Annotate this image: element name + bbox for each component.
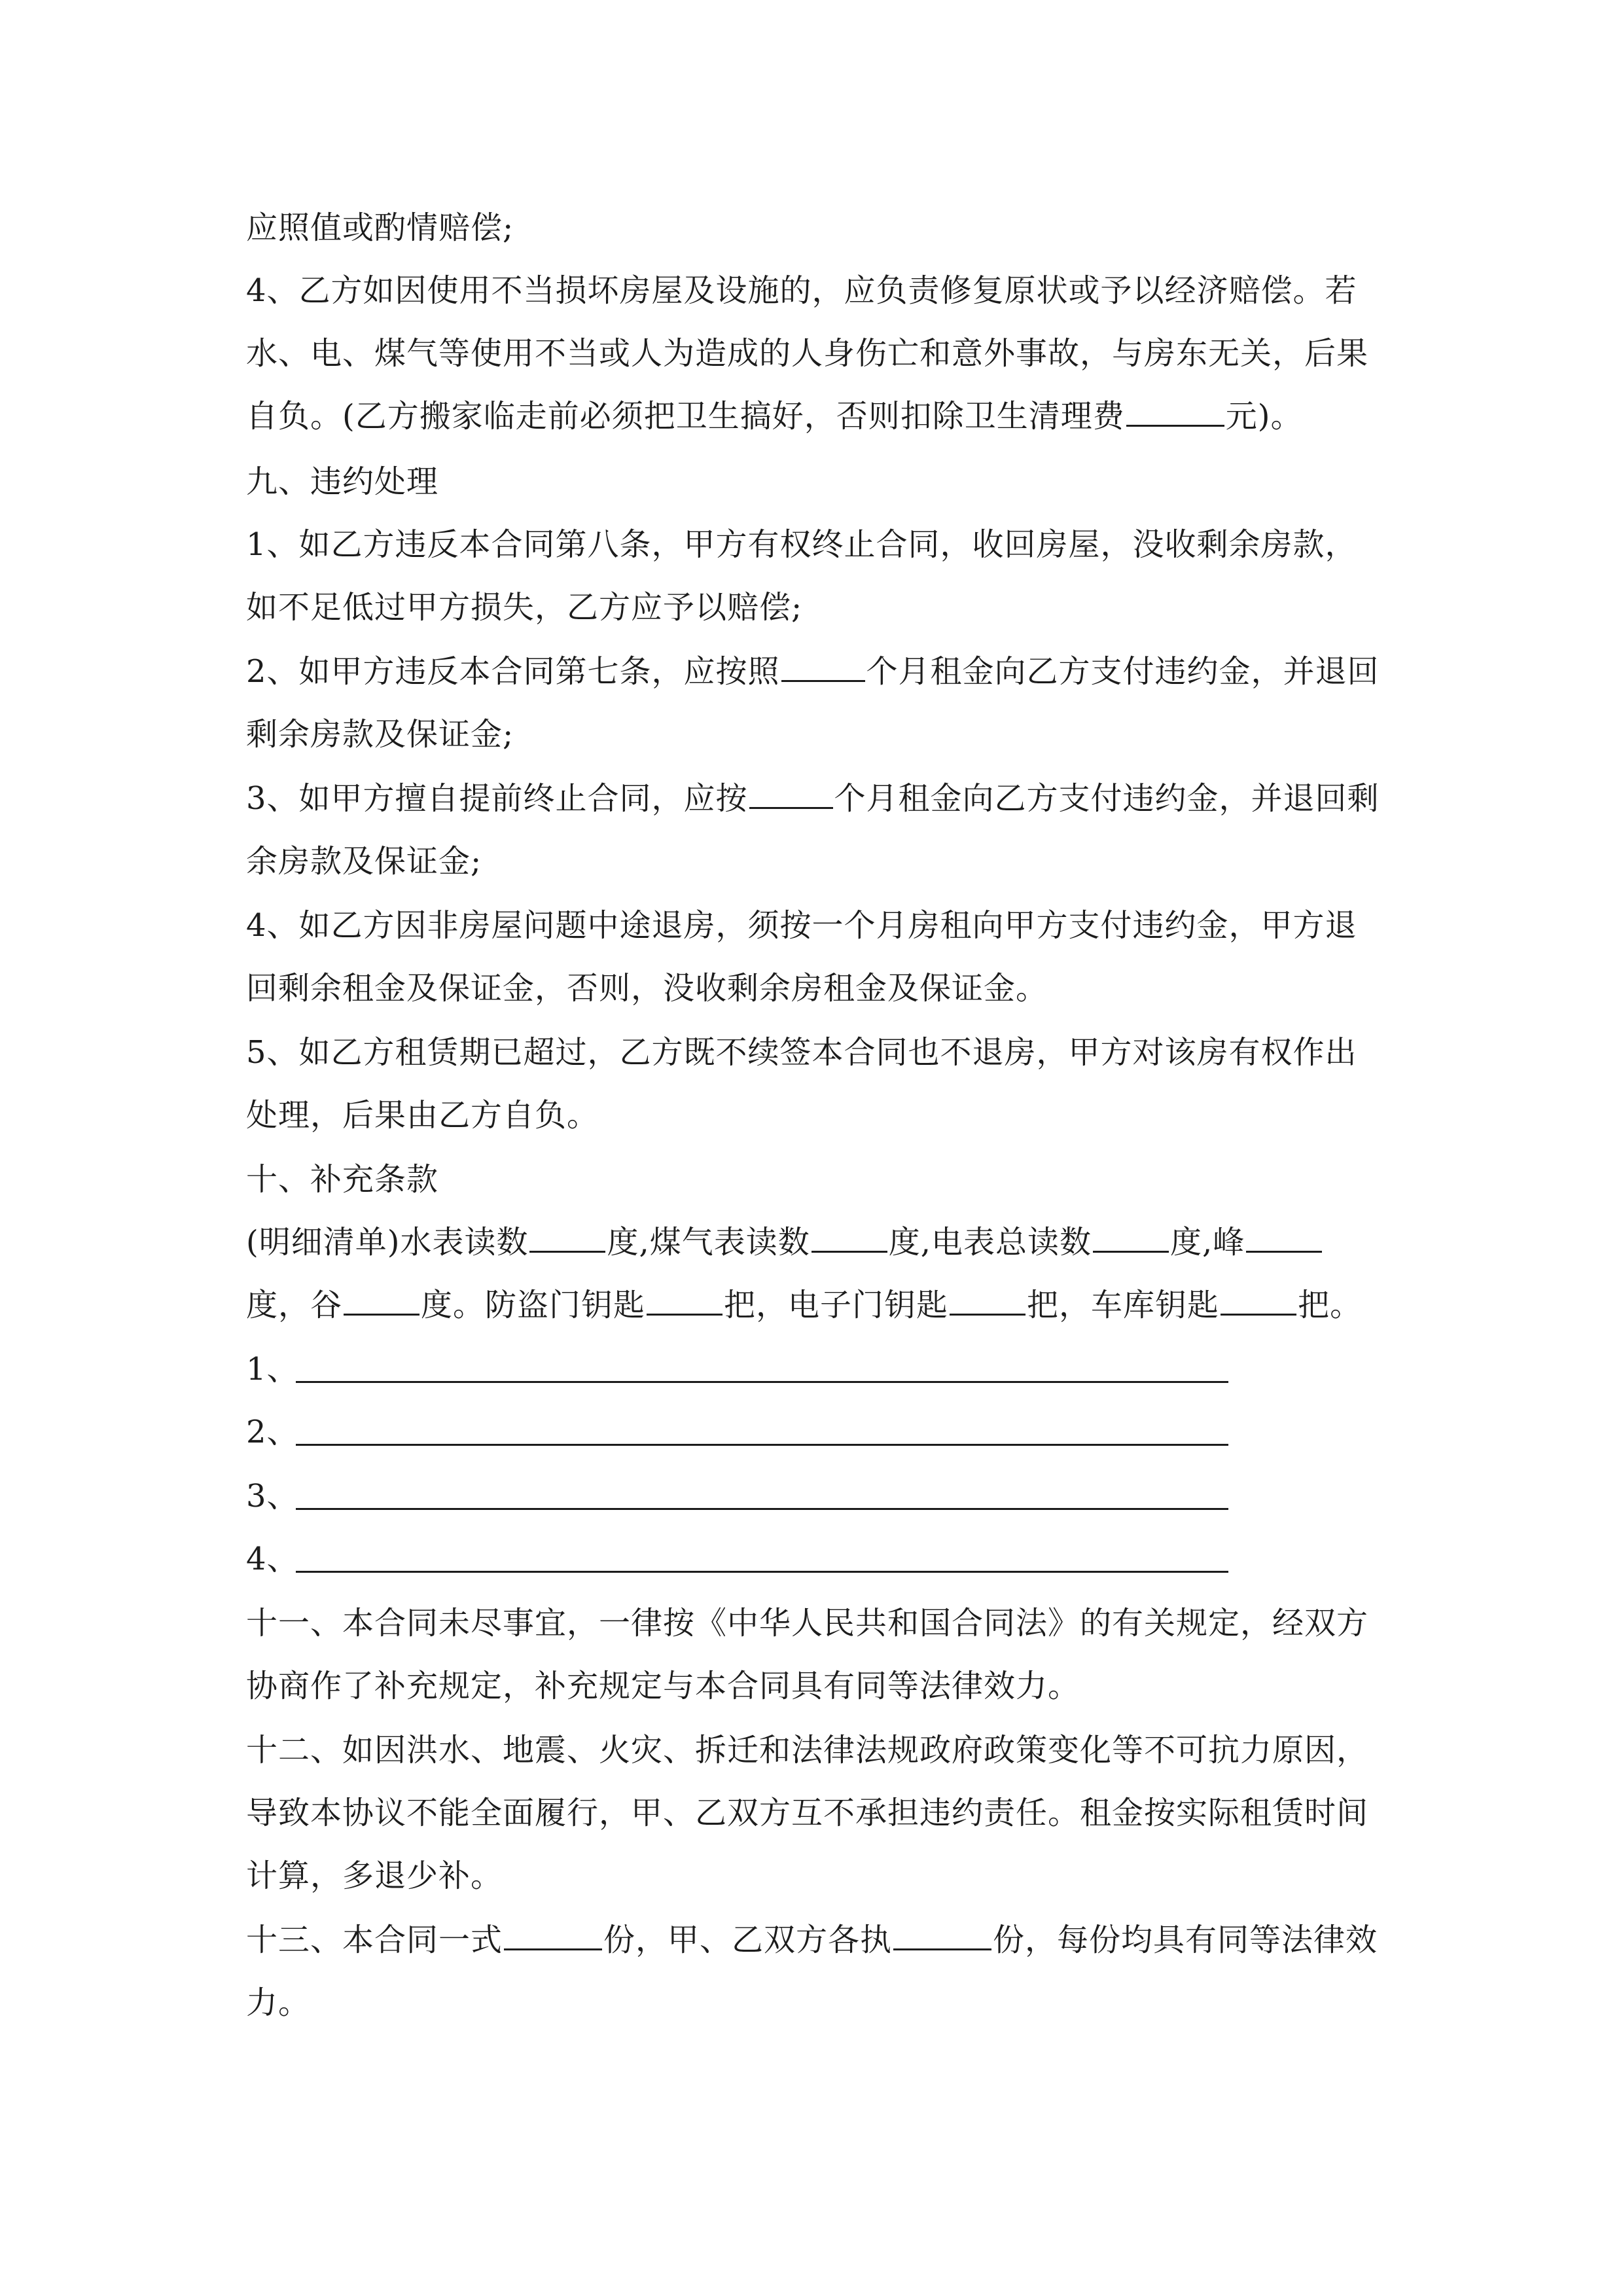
line-text: 力。	[246, 1984, 311, 2021]
fill-line[interactable]	[296, 1571, 1228, 1573]
line-text: 把，车库钥匙	[1027, 1287, 1220, 1323]
line-text: 3、	[246, 1478, 299, 1515]
text-line	[246, 1282, 1362, 1329]
text-line	[246, 584, 802, 631]
line-text: 个月租金向乙方支付违约金，并退回剩	[834, 780, 1380, 817]
fill-blank[interactable]	[749, 777, 833, 809]
fill-line[interactable]	[296, 1508, 1228, 1510]
text-line	[246, 1979, 310, 2026]
line-text: 如不足低过甲方损失，乙方应予以赔偿;	[246, 589, 803, 626]
text-line	[246, 902, 1357, 949]
fill-blank[interactable]	[950, 1283, 1026, 1316]
fill-line[interactable]	[296, 1444, 1228, 1446]
fill-line[interactable]	[296, 1381, 1228, 1383]
text-line	[246, 1916, 1378, 1964]
line-text: 处理，后果由乙方自负。	[246, 1097, 599, 1134]
fill-blank[interactable]	[812, 1221, 887, 1253]
text-line	[246, 838, 482, 885]
line-text: 3、如甲方擅自提前终止合同，应按	[246, 780, 748, 817]
section-heading	[246, 458, 438, 505]
text-line	[246, 393, 1302, 440]
numbered-blank-line	[246, 1408, 299, 1456]
fill-blank[interactable]	[1093, 1221, 1169, 1253]
fill-blank[interactable]	[1221, 1283, 1296, 1316]
line-text: 元)。	[1225, 398, 1303, 435]
text-line	[246, 204, 514, 251]
text-line	[246, 1029, 1357, 1076]
line-text: 份，每份均具有同等法律效	[993, 1922, 1378, 1958]
line-text: (明细清单)水表读数	[246, 1224, 529, 1261]
fill-blank[interactable]	[781, 650, 865, 682]
line-text: 度,电表总读数	[888, 1224, 1092, 1261]
fill-blank[interactable]	[504, 1918, 602, 1950]
text-line	[246, 711, 514, 758]
section-heading	[246, 1156, 438, 1203]
line-text: 1、如乙方违反本合同第八条，甲方有权终止合同，收回房屋，没收剩余房款，	[246, 526, 1357, 563]
numbered-blank-line	[246, 1473, 299, 1520]
numbered-blank-line	[246, 1346, 299, 1393]
text-line	[246, 648, 1380, 695]
text-line	[246, 965, 1048, 1012]
text-line	[246, 1600, 1368, 1647]
line-text: 水、电、煤气等使用不当或人为造成的人身伤亡和意外事故，与房东无关，后果	[246, 335, 1369, 372]
line-text: 1、	[246, 1351, 299, 1388]
fill-blank[interactable]	[1126, 395, 1224, 427]
text-line	[246, 521, 1357, 568]
line-text: 十二、如因洪水、地震、火灾、拆迁和法律法规政府政策变化等不可抗力原因，	[246, 1732, 1369, 1768]
line-text: 把，电子门钥匙	[724, 1287, 949, 1323]
line-text: 余房款及保证金;	[246, 843, 482, 880]
line-text: 度。防盗门钥匙	[421, 1287, 646, 1323]
fill-blank[interactable]	[647, 1283, 722, 1316]
line-text: 十、补充条款	[246, 1161, 439, 1198]
text-line	[246, 1727, 1368, 1774]
text-line	[246, 1852, 503, 1899]
text-line	[246, 1219, 1323, 1266]
line-text: 2、如甲方违反本合同第七条，应按照	[246, 653, 780, 690]
fill-blank[interactable]	[344, 1283, 419, 1316]
line-text: 度,煤气表读数	[607, 1224, 810, 1261]
fill-blank[interactable]	[893, 1918, 991, 1950]
numbered-blank-line	[246, 1535, 299, 1583]
text-line	[246, 1092, 599, 1139]
line-text: 应照值或酌情赔偿;	[246, 209, 514, 246]
line-text: 度，谷	[246, 1287, 343, 1323]
line-text: 4、乙方如因使用不当损坏房屋及设施的，应负责修复原状或予以经济赔偿。若	[246, 272, 1357, 309]
fill-blank[interactable]	[529, 1221, 605, 1253]
text-line	[246, 775, 1380, 822]
text-line	[246, 267, 1357, 314]
line-text: 导致本协议不能全面履行，甲、乙双方互不承担违约责任。租金按实际租赁时间	[246, 1795, 1369, 1831]
line-text: 度,峰	[1170, 1224, 1245, 1261]
line-text: 4、	[246, 1541, 299, 1577]
line-text: 把。	[1298, 1287, 1363, 1323]
line-text: 4、如乙方因非房屋问题中途退房，须按一个月房租向甲方支付违约金，甲方退	[246, 907, 1357, 944]
line-text: 计算，多退少补。	[246, 1857, 503, 1894]
line-text: 个月租金向乙方支付违约金，并退回	[866, 653, 1380, 690]
line-text: 份，甲、乙双方各执	[603, 1922, 893, 1958]
line-text: 十三、本合同一式	[246, 1922, 503, 1958]
line-text: 回剩余租金及保证金，否则，没收剩余房租金及保证金。	[246, 970, 1048, 1007]
line-text: 协商作了补充规定，补充规定与本合同具有同等法律效力。	[246, 1668, 1080, 1704]
line-text: 2、	[246, 1414, 299, 1450]
text-line	[246, 1789, 1368, 1837]
line-text: 九、违约处理	[246, 463, 439, 500]
line-text: 自负。(乙方搬家临走前必须把卫生搞好，否则扣除卫生清理费	[246, 398, 1125, 435]
fill-blank[interactable]	[1246, 1221, 1322, 1253]
line-text: 5、如乙方租赁期已超过，乙方既不续签本合同也不退房，甲方对该房有权作出	[246, 1034, 1357, 1071]
text-line	[246, 330, 1368, 377]
line-text: 十一、本合同未尽事宜，一律按《中华人民共和国合同法》的有关规定，经双方	[246, 1605, 1369, 1641]
text-line	[246, 1662, 1080, 1710]
line-text: 剩余房款及保证金;	[246, 716, 514, 753]
